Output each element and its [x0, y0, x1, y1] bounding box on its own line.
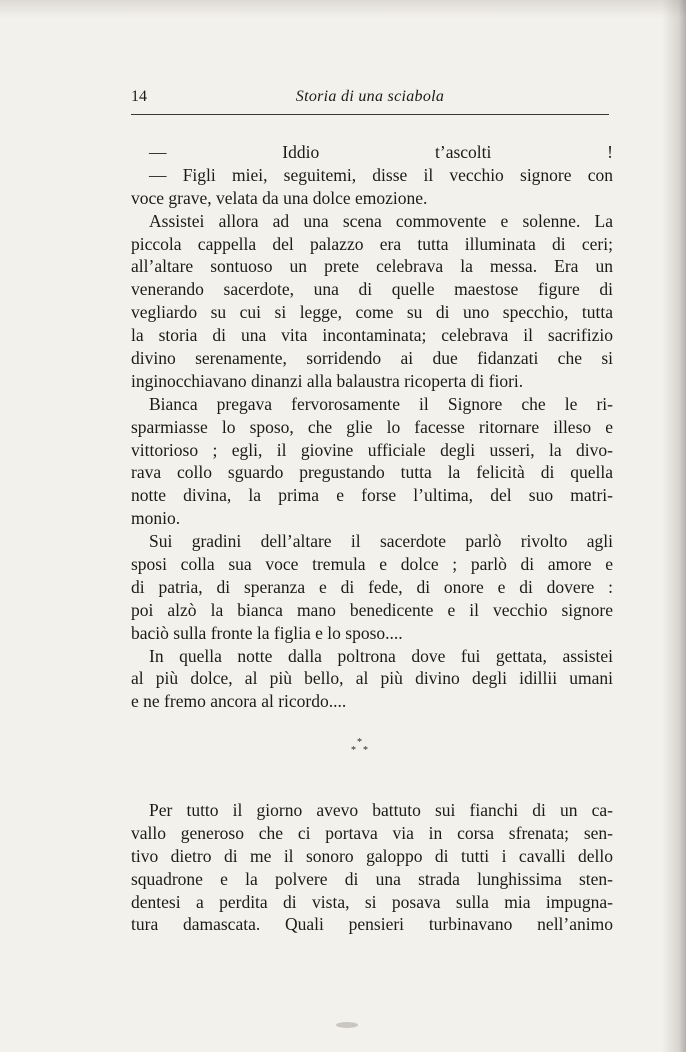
text-line: Per tutto il giorno avevo battuto sui fianchi di un ca- [149, 800, 613, 820]
page-shadow-top [0, 0, 686, 18]
text-line: piccola cappella del palazzo era tutta illuminata di ceri; [131, 233, 613, 254]
asterisk-glyph: * [351, 745, 356, 756]
text-line: baciò sulla fronte la figlia e lo sposo.... [131, 622, 403, 643]
text-line: rava collo sguardo pregustando tutta la felicità di quella [131, 462, 613, 483]
text-line: Sui gradini dell’altare il sacerdote parlò rivolto agli [149, 531, 613, 552]
text-line: sposi colla sua voce tremula e dolce ; parlò di amore e [131, 554, 613, 575]
text-line: Bianca pregava fervorosamente il Signore che le ri- [149, 393, 613, 414]
text-line: vallo generoso che ci portava via in corsa sfrenata; sen- [131, 822, 613, 843]
text-line: tura damascata. Quali pensieri turbinavano nell’animo [131, 914, 613, 935]
text-line: In quella notte dalla poltrona dove fui gettata, assistei [149, 645, 613, 666]
text-section-1 [131, 141, 613, 713]
page-gutter-shadow [662, 0, 686, 1052]
text-line: di patria, di speranza e di fede, di onore e di dovere : [131, 576, 613, 597]
page-number: 14 [131, 88, 147, 105]
header-rule [131, 114, 609, 115]
ink-smudge [336, 1022, 358, 1028]
text-section-2 [131, 799, 613, 936]
text-line: tivo dietro di me il sonoro galoppo di tutti i cavalli dello [131, 845, 613, 866]
text-line: vegliardo su cui si legge, come su di uno specchio, tutta [131, 302, 613, 323]
text-line: monio. [131, 508, 181, 529]
text-line: voce grave, velata da una dolce emozione. [131, 187, 428, 208]
text-line: inginocchiavano dinanzi alla balaustra ricoperta di fiori. [131, 370, 524, 391]
text-line: all’altare sontuoso un prete celebrava la messa. Era un [131, 256, 613, 277]
text-line: squadrone e la polvere di una strada lunghissima sten- [131, 868, 613, 889]
asterisk-glyph: * [363, 745, 368, 756]
text-line: — Iddio t’ascolti ! [149, 142, 613, 162]
running-head [131, 88, 609, 114]
text-line: notte divina, la prima e forse l’ultima, del suo matri- [131, 485, 613, 506]
text-line: sparmiasse lo sposo, che glie lo facesse ritornare illeso e [131, 416, 613, 437]
text-line: poi alzò la bianca mano benedicente e il vecchio signore [131, 599, 613, 620]
text-line: dentesi a perdita di vista, si posava sulla mia impugna- [131, 891, 613, 912]
text-line: al più dolce, al più bello, al più divino degli idillii umani [131, 668, 613, 689]
asterisk-glyph: * [357, 737, 362, 748]
text-line: divino serenamente, sorridendo ai due fidanzati che si [131, 348, 613, 369]
text-line: e ne fremo ancora al ricordo.... [131, 691, 347, 712]
text-line: — Figli miei, seguitemi, disse il vecchio signore con [149, 164, 613, 185]
text-line: Assistei allora ad una scena commovente e solenne. La [149, 210, 613, 231]
text-line: vittorioso ; egli, il giovine ufficiale degli usseri, la divo- [131, 439, 613, 460]
text-line: la storia di una vita incontaminata; celebrava il sacrifizio [131, 325, 613, 346]
section-separator-asterism [343, 736, 383, 762]
text-line: venerando sacerdote, una di quelle maestose figure di [131, 279, 613, 300]
running-title: Storia di una sciabola [295, 88, 445, 105]
